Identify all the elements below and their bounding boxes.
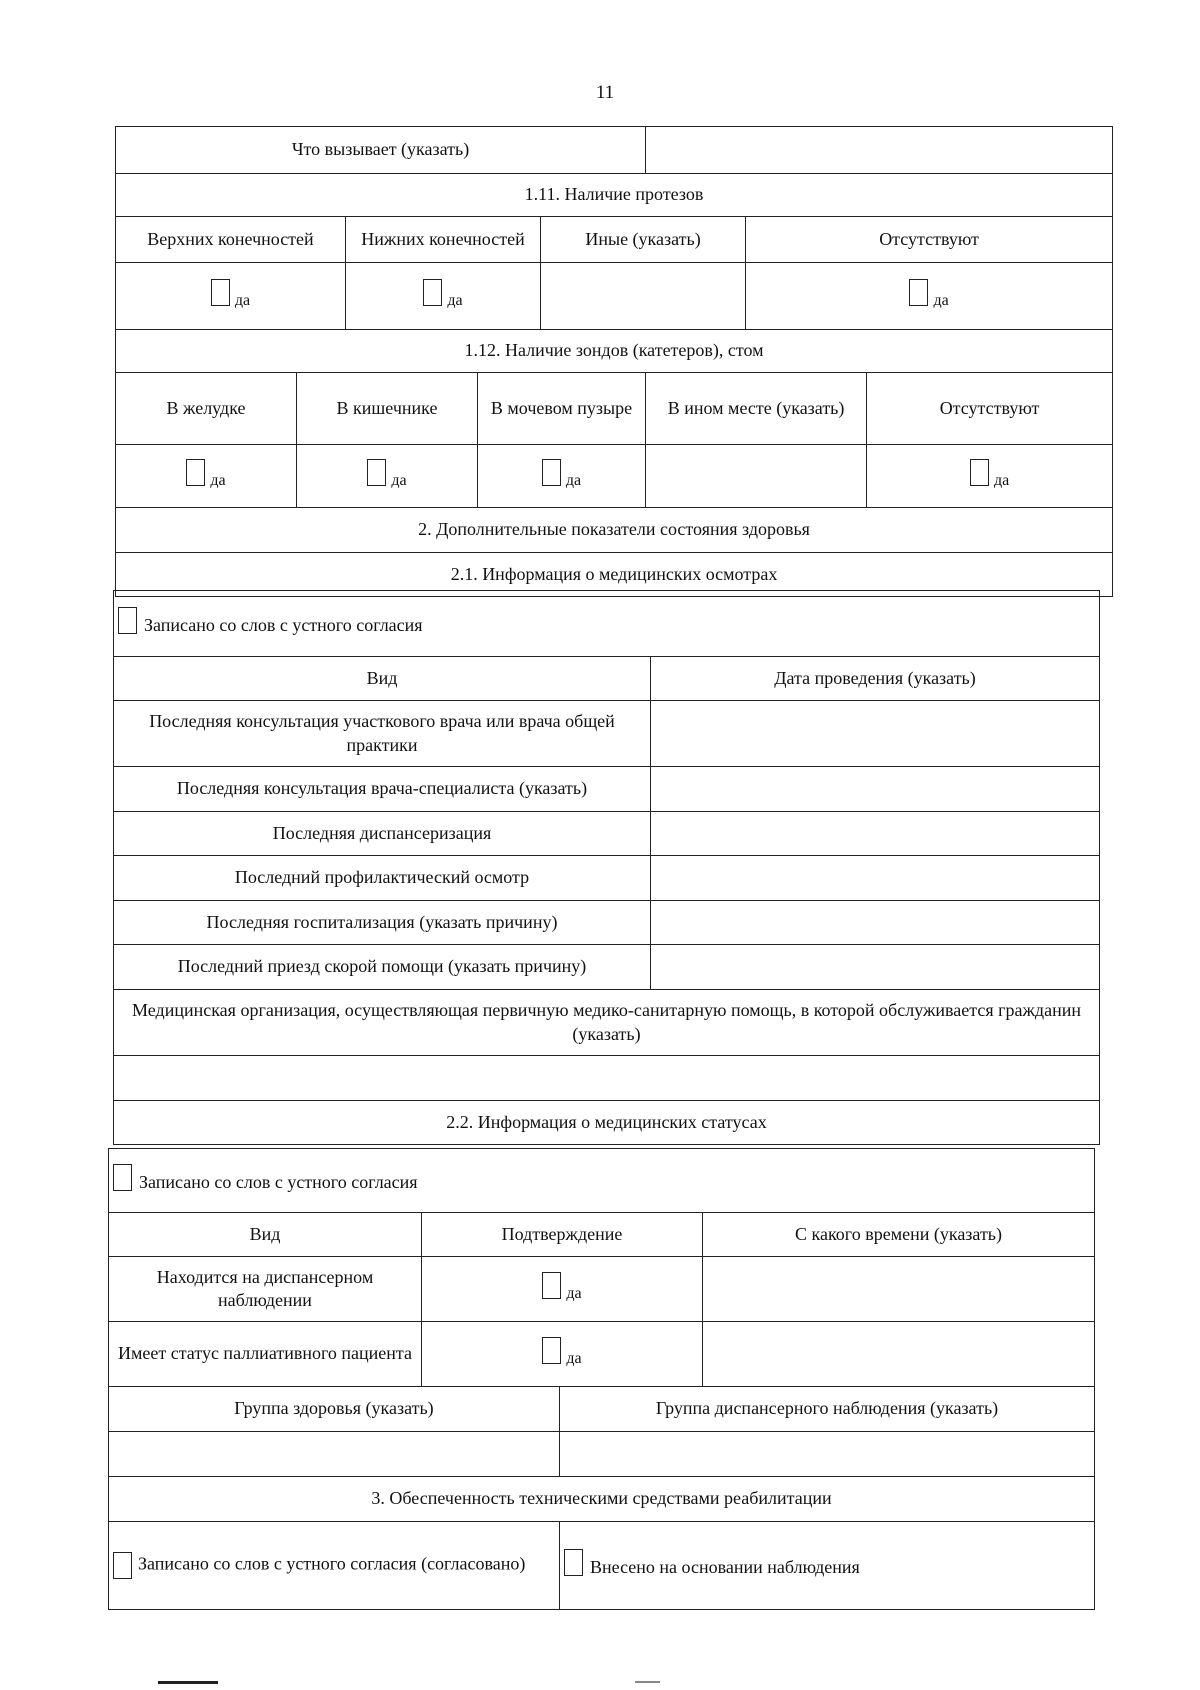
status-palliative-cell [422,1322,703,1387]
rehab-observed-label: Внесено на основании наблюдения [590,1557,860,1578]
probe-other-value[interactable] [646,445,867,508]
status-row-label: Имеет статус паллиативного пациента [109,1322,422,1387]
rehab-consent-label: Записано со слов с устного согласия (согласовано) [138,1553,526,1574]
status-row-since[interactable] [703,1257,1095,1322]
rehab-observed-cell [560,1522,1095,1610]
primary-care-org-value[interactable] [114,1056,1100,1101]
prosthesis-none-cell [746,263,1113,330]
yes-label: да [447,291,463,309]
yes-label: да [565,471,582,489]
footer-scan-mark [635,1681,660,1683]
yes-label: да [933,291,949,309]
section-2-2-title: 2.2. Информация о медицинских статусах [114,1101,1100,1145]
status-dispensary-cell [422,1257,703,1322]
section-1-12-title: 1.12. Наличие зондов (катетеров), стом [116,330,1113,373]
exam-row-label: Последний приезд скорой помощи (указать причину) [114,945,651,990]
statuses-col-since: С какого времени (указать) [703,1213,1095,1257]
prosthesis-lower-header: Нижних конечностей [346,217,541,263]
form-table-top [115,126,1113,597]
exams-consent-label: Записано со слов с устного согласия [144,615,423,636]
probe-bladder-checkbox[interactable] [542,459,561,486]
prosthesis-other-header: Иные (указать) [541,217,746,263]
yes-label: да [391,471,407,489]
exam-row-label: Последняя диспансеризация [114,812,651,856]
probe-bladder-cell [478,445,646,508]
rehab-observed-checkbox[interactable] [564,1549,583,1576]
exam-row-date[interactable] [651,701,1100,767]
prosthesis-lower-checkbox[interactable] [423,279,442,306]
probe-bladder-header: В мочевом пузыре [478,373,646,445]
status-row-since[interactable] [703,1322,1095,1387]
statuses-consent-checkbox[interactable] [113,1164,132,1191]
exam-row-date[interactable] [651,901,1100,945]
prosthesis-none-header: Отсутствуют [746,217,1113,263]
statuses-consent-cell [109,1149,1095,1213]
probe-intestine-cell [297,445,478,508]
probe-none-header: Отсутствуют [867,373,1113,445]
dispensary-group-value[interactable] [560,1432,1095,1477]
exam-row-date[interactable] [651,945,1100,990]
exams-col-type: Вид [114,657,651,701]
section-1-11-title: 1.11. Наличие протезов [116,174,1113,217]
page-number: 11 [595,82,615,103]
statuses-col-confirm: Подтверждение [422,1213,703,1257]
status-palliative-checkbox[interactable] [542,1337,561,1364]
status-dispensary-checkbox[interactable] [542,1272,561,1299]
cause-value[interactable] [646,127,1113,174]
prosthesis-other-value[interactable] [541,263,746,330]
dispensary-group-label: Группа диспансерного наблюдения (указать) [560,1387,1095,1432]
exam-row-label: Последняя консультация участкового врача или врача общей практики [114,701,651,767]
exam-row-date[interactable] [651,856,1100,901]
exam-row-date[interactable] [651,767,1100,812]
statuses-consent-label: Записано со слов с устного согласия [139,1172,418,1193]
yes-label: да [210,471,226,489]
rehab-consent-checkbox[interactable] [113,1552,132,1579]
probe-none-checkbox[interactable] [970,459,989,486]
probe-none-cell [867,445,1113,508]
yes-label: да [234,291,251,309]
yes-label: да [993,471,1010,489]
probe-intestine-checkbox[interactable] [367,459,386,486]
form-table-statuses [108,1148,1095,1610]
exam-row-label: Последняя консультация врача-специалиста (указать) [114,767,651,812]
probe-stomach-header: В желудке [116,373,297,445]
health-group-value[interactable] [109,1432,560,1477]
yes-label: да [566,1349,582,1367]
exam-row-label: Последняя госпитализация (указать причину) [114,901,651,945]
yes-label: да [566,1284,582,1302]
probe-stomach-cell [116,445,297,508]
section-2-title: 2. Дополнительные показатели состояния здоровья [116,508,1113,553]
exams-col-date: Дата проведения (указать) [651,657,1100,701]
statuses-col-type: Вид [109,1213,422,1257]
prosthesis-none-checkbox[interactable] [909,279,928,306]
section-2-1-title: 2.1. Информация о медицинских осмотрах [116,553,1113,597]
footer-scan-mark [158,1681,218,1684]
section-3-title: 3. Обеспеченность техническими средствами реабилитации [109,1477,1095,1522]
prosthesis-lower-cell [346,263,541,330]
status-row-label: Находится на диспансерном наблюдении [109,1257,422,1322]
cause-label: Что вызывает (указать) [116,127,646,174]
probe-intestine-header: В кишечнике [297,373,478,445]
exams-consent-cell [114,591,1100,657]
health-group-label: Группа здоровья (указать) [109,1387,560,1432]
primary-care-org-label: Медицинская организация, осуществляющая первичную медико-санитарную помощь, в которой обслуживается гражданин (указать) [114,990,1100,1056]
exams-consent-checkbox[interactable] [118,607,137,634]
exam-row-date[interactable] [651,812,1100,856]
probe-stomach-checkbox[interactable] [186,459,205,486]
prosthesis-upper-checkbox[interactable] [211,279,230,306]
prosthesis-upper-cell [116,263,346,330]
prosthesis-upper-header: Верхних конечностей [116,217,346,263]
probe-other-header: В ином месте (указать) [646,373,867,445]
rehab-consent-cell [109,1522,560,1610]
exam-row-label: Последний профилактический осмотр [114,856,651,901]
form-table-exams [113,590,1100,1145]
